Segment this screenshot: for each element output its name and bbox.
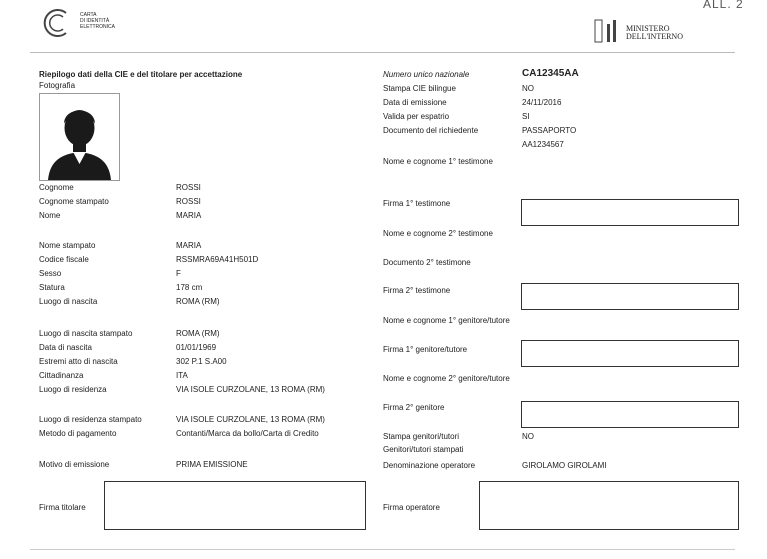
section-title: Riepilogo dati della CIE e del titolare per accettazione (39, 70, 243, 79)
field-label-luogo-residenza-stampato: Luogo di residenza stampato (39, 415, 142, 424)
holder-signature-box[interactable] (104, 481, 366, 530)
field-value-documento: PASSAPORTO (522, 126, 577, 135)
cie-logo-line-1: CARTA (80, 12, 97, 18)
witness2-doc-label: Documento 2° testimone (383, 258, 471, 267)
field-value-luogo-residenza: VIA ISOLE CURZOLANE, 13 ROMA (RM) (176, 385, 325, 394)
witness1-name-label: Nome e cognome 1° testimone (383, 157, 493, 166)
field-label-atto-nascita: Estremi atto di nascita (39, 357, 118, 366)
operator-sign-label: Firma operatore (383, 503, 440, 512)
field-label-cognome: Cognome (39, 183, 74, 192)
field-label-luogo-nascita: Luogo di nascita (39, 297, 98, 306)
field-label-luogo-nascita-stampato: Luogo di nascita stampato (39, 329, 133, 338)
ministry-line-1: MINISTERO (626, 24, 670, 33)
field-value-cognome-stampato: ROSSI (176, 197, 201, 206)
field-value-documento-numero: AA1234567 (522, 140, 564, 149)
field-value-luogo-residenza-stampato: VIA ISOLE CURZOLANE, 13 ROMA (RM) (176, 415, 325, 424)
field-label-luogo-residenza: Luogo di residenza (39, 385, 107, 394)
holder-photo (39, 93, 120, 181)
field-label-motivo-emissione: Motivo di emissione (39, 460, 110, 469)
ministry-emblem-icon (593, 18, 623, 44)
field-value-motivo-emissione: PRIMA EMISSIONE (176, 460, 248, 469)
field-value-data-emissione: 24/11/2016 (522, 98, 562, 107)
parent2-sign-label: Firma 2° genitore (383, 403, 445, 412)
witness1-signature-box[interactable] (521, 199, 739, 226)
cie-logo (40, 6, 150, 40)
field-label-nome-stampato: Nome stampato (39, 241, 96, 250)
footer-divider (30, 549, 735, 550)
field-value-codice-fiscale: RSSMRA69A41H501D (176, 255, 259, 264)
field-value-sesso: F (176, 269, 181, 278)
field-value-statura: 178 cm (176, 283, 203, 292)
header-divider (30, 52, 735, 53)
numero-unico-value: CA12345AA (522, 68, 579, 79)
operator-label: Denominazione operatore (383, 461, 476, 470)
field-value-espatrio: SI (522, 112, 530, 121)
cie-logo-line-3: ELETTRONICA (80, 24, 116, 30)
witness2-signature-box[interactable] (521, 283, 739, 310)
field-value-luogo-nascita: ROMA (RM) (176, 297, 220, 306)
field-value-luogo-nascita-stampato: ROMA (RM) (176, 329, 220, 338)
cie-logo-icon (40, 6, 74, 40)
field-label-cognome-stampato: Cognome stampato (39, 197, 109, 206)
field-value-atto-nascita: 302 P.1 S.A00 (176, 357, 227, 366)
field-label-codice-fiscale: Codice fiscale (39, 255, 89, 264)
operator-signature-box[interactable] (479, 481, 739, 530)
holder-signature-label: Firma titolare (39, 503, 86, 512)
field-label-cittadinanza: Cittadinanza (39, 371, 84, 380)
field-label-data-emissione: Data di emissione (383, 98, 447, 107)
field-label-bilingue: Stampa CIE bilingue (383, 84, 456, 93)
numero-unico-label: Numero unico nazionale (383, 70, 470, 79)
field-label-metodo-pagamento: Metodo di pagamento (39, 429, 117, 438)
field-value-nome-stampato: MARIA (176, 241, 202, 250)
field-label-statura: Statura (39, 283, 65, 292)
field-value-nome: MARIA (176, 211, 202, 220)
field-value-cognome: ROSSI (176, 183, 201, 192)
parent1-name-label: Nome e cognome 1° genitore/tutore (383, 316, 510, 325)
witness2-name-label: Nome e cognome 2° testimone (383, 229, 493, 238)
cie-logo-line-2: DI IDENTITÀ (80, 18, 110, 24)
photo-label: Fotografia (39, 81, 76, 90)
field-label-espatrio: Valida per espatrio (383, 112, 450, 121)
witness2-sign-label: Firma 2° testimone (383, 286, 451, 295)
operator-value: GIROLAMO GIROLAMI (522, 461, 607, 470)
ministry-line-2: DELL'INTERNO (626, 32, 683, 41)
field-label-nome: Nome (39, 211, 61, 220)
parent1-sign-label: Firma 1° genitore/tutore (383, 345, 468, 354)
parent2-name-label: Nome e cognome 2° genitore/tutore (383, 374, 510, 383)
witness1-sign-label: Firma 1° testimone (383, 199, 451, 208)
parent1-signature-box[interactable] (521, 340, 739, 367)
print-parents-value: NO (522, 432, 534, 441)
field-label-data-nascita: Data di nascita (39, 343, 92, 352)
field-label-documento: Documento del richiedente (383, 126, 479, 135)
print-parents-label: Stampa genitori/tutori (383, 432, 460, 441)
ministry-logo (593, 18, 713, 44)
field-value-cittadinanza: ITA (176, 371, 188, 380)
person-silhouette-icon (40, 94, 119, 180)
corner-tag: ALL. 2 (703, 0, 744, 11)
field-value-data-nascita: 01/01/1969 (176, 343, 217, 352)
field-label-sesso: Sesso (39, 269, 62, 278)
printed-parents-label: Genitori/tutori stampati (383, 445, 464, 454)
field-value-bilingue: NO (522, 84, 534, 93)
field-value-metodo-pagamento: Contanti/Marca da bollo/Carta di Credito (176, 429, 319, 438)
parent2-signature-box[interactable] (521, 401, 739, 428)
